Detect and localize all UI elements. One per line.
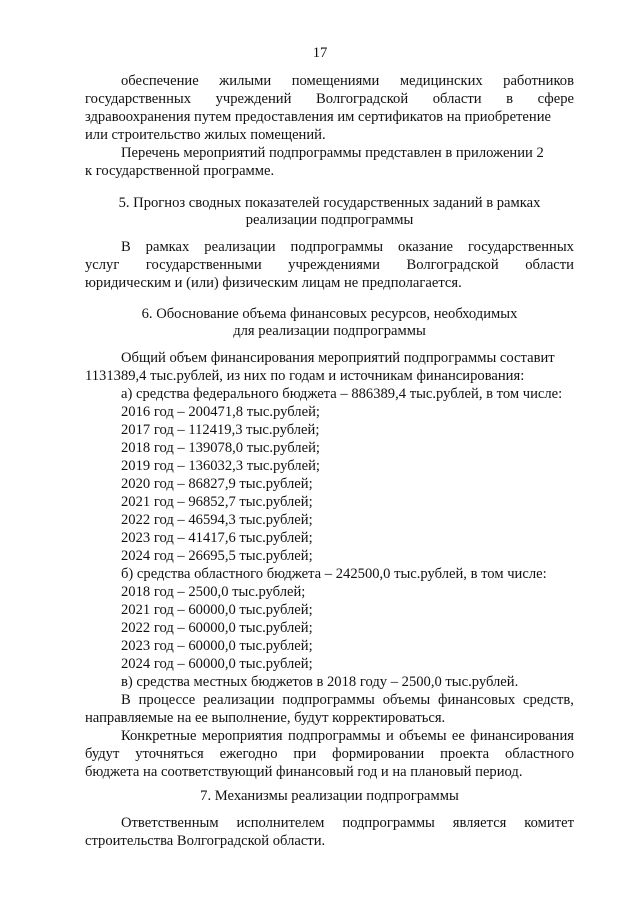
para1-line1: обеспечение жилыми помещениями медицинских работников <box>121 73 574 89</box>
regional-year-2023: 2023 год – 60000,0 тыс.рублей; <box>121 638 313 654</box>
page-number: 17 <box>312 45 328 61</box>
federal-year-2019: 2019 год – 136032,3 тыс.рублей; <box>121 458 320 474</box>
federal-year-2017: 2017 год – 112419,3 тыс.рублей; <box>121 422 320 438</box>
federal-budget-header: а) средства федерального бюджета – 886389,4 тыс.рублей, в том числе: <box>121 386 563 402</box>
specific-line3: бюджета на соответствующий финансовый год и на плановый период. <box>85 764 523 780</box>
specific-line2: будут уточняться ежегодно при формировании проекта областного <box>85 746 574 762</box>
regional-year-2018: 2018 год – 2500,0 тыс.рублей; <box>121 584 306 600</box>
federal-year-2016: 2016 год – 200471,8 тыс.рублей; <box>121 404 320 420</box>
regional-year-2022: 2022 год – 60000,0 тыс.рублей; <box>121 620 313 636</box>
section5-line3: юридическим и (или) физическим лицам не предполагается. <box>85 275 462 291</box>
section7-heading: 7. Механизмы реализации подпрограммы <box>200 788 459 804</box>
section6-intro-line1: Общий объем финансирования мероприятий подпрограммы составит <box>121 350 555 366</box>
federal-year-2024: 2024 год – 26695,5 тыс.рублей; <box>121 548 313 564</box>
section7-line1: Ответственным исполнителем подпрограммы является комитет <box>121 815 574 831</box>
section5-line2: услуг государственными учреждениями Волгоградской области <box>85 257 574 273</box>
section5-line1: В рамках реализации подпрограммы оказание государственных <box>121 239 574 255</box>
regional-year-2021: 2021 год – 60000,0 тыс.рублей; <box>121 602 313 618</box>
para1-line2: государственных учреждений Волгоградской области в сфере <box>85 91 574 107</box>
regional-year-2024: 2024 год – 60000,0 тыс.рублей; <box>121 656 313 672</box>
section5-heading-line1: 5. Прогноз сводных показателей государственных заданий в рамках <box>118 195 541 211</box>
specific-line1: Конкретные мероприятия подпрограммы и объемы ее финансирования <box>121 728 574 744</box>
para2-line2: к государственной программе. <box>85 163 275 179</box>
section5-heading-line2: реализации подпрограммы <box>245 212 414 228</box>
section7-line2: строительства Волгоградской области. <box>85 833 326 849</box>
para1-line3: здравоохранения путем предоставления им сертификатов на приобретение <box>85 109 552 125</box>
federal-year-2021: 2021 год – 96852,7 тыс.рублей; <box>121 494 313 510</box>
section6-heading-line2: для реализации подпрограммы <box>233 323 426 339</box>
federal-year-2018: 2018 год – 139078,0 тыс.рублей; <box>121 440 320 456</box>
federal-year-2023: 2023 год – 41417,6 тыс.рублей; <box>121 530 313 546</box>
federal-year-2022: 2022 год – 46594,3 тыс.рублей; <box>121 512 313 528</box>
para1-line4: или строительство жилых помещений. <box>85 127 326 143</box>
local-budget-line: в) средства местных бюджетов в 2018 году – 2500,0 тыс.рублей. <box>121 674 519 690</box>
adjust-line2: направляемые на ее выполнение, будут корректироваться. <box>85 710 446 726</box>
federal-year-2020: 2020 год – 86827,9 тыс.рублей; <box>121 476 313 492</box>
adjust-line1: В процессе реализации подпрограммы объемы финансовых средств, <box>121 692 574 708</box>
para2-line1: Перечень мероприятий подпрограммы представлен в приложении 2 <box>121 145 544 161</box>
regional-budget-header: б) средства областного бюджета – 242500,0 тыс.рублей, в том числе: <box>121 566 547 582</box>
section6-intro-line2: 1131389,4 тыс.рублей, из них по годам и источникам финансирования: <box>85 368 525 384</box>
section6-heading-line1: 6. Обоснование объема финансовых ресурсов, необходимых <box>141 306 518 322</box>
